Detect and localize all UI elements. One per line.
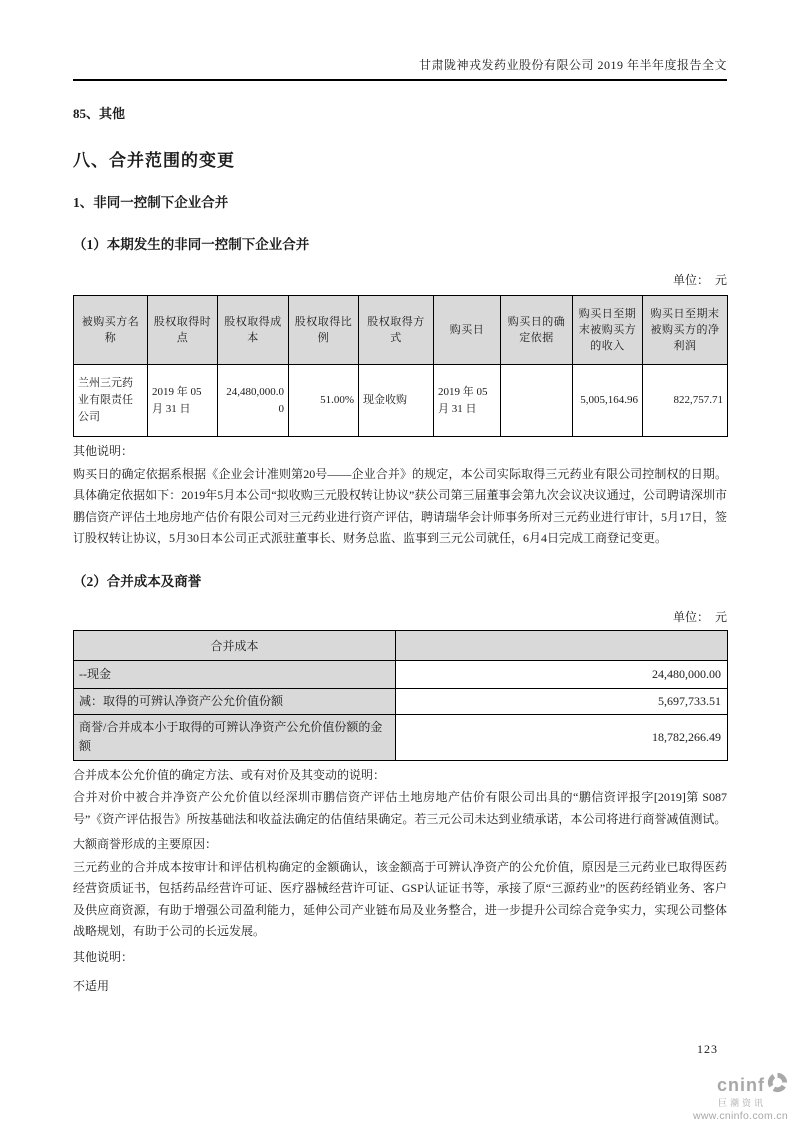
goodwill-reason-paragraph: 三元药业的合并成本按审计和评估机构确定的金额确认，该金额高于可辨认净资产的公允价值，原因是三元药业已取得医药经营资质证书，包括药品经营许可证、医疗器械经营许可证、GSP认证证书等，承接了原“三源药业”的医药经销业务、客户及供应商资源，有助于增强公司盈利能力，延伸公司产业链布局及业务整合，进一步提升公司综合竞争实力，实现公司整体战略规划，有助于公司的长远发展。: [73, 859, 727, 938]
cell-goodwill-label: 商誉/合并成本小于取得的可辨认净资产公允价值份额的金额: [74, 714, 396, 760]
cninfo-swirl-icon: [767, 1072, 788, 1097]
col-equity-cost: 股权取得成本: [218, 296, 289, 365]
cell-equity-ratio: 51.00%: [289, 365, 359, 437]
col-purchase-date: 购买日: [434, 296, 501, 365]
cell-less-fv-label: 减：取得的可辨认净资产公允价值份额: [74, 688, 396, 714]
page-number: 123: [697, 1042, 718, 1056]
section-1-2-heading: （2）合并成本及商誉: [73, 573, 202, 589]
section-1-heading: 1、非同一控制下企业合并: [73, 195, 229, 210]
cell-cash-value: 24,480,000.00: [396, 660, 728, 688]
col-income-since-purchase: 购买日至期末被购买方的收入: [573, 296, 643, 365]
cninfo-brand-text: cninf: [717, 1074, 765, 1095]
table-header-row: [74, 296, 728, 365]
section-85-heading: 85、其他: [73, 106, 126, 121]
cell-acquiree-name: 兰州三元药业有限责任公司: [74, 365, 148, 437]
report-header-title: 甘肃陇神戎发药业股份有限公司 2019 年半年度报告全文: [73, 56, 727, 81]
table-row: [74, 660, 728, 688]
unit-label-table2: 单位： 元: [672, 609, 727, 624]
cell-purchase-date-basis: [501, 365, 573, 437]
col-netprofit-since-purchase: 购买日至期末被购买方的净利润: [643, 296, 728, 365]
purchase-date-basis-paragraph: 购买日的确定依据系根据《企业会计准则第20号——企业合并》的规定，本公司实际取得三元药业有限公司控制权的日期。具体确定依据如下：2019年5月本公司“拟收购三元股权转让协议”获公司第三届董事会第九次会议决议通过，公司聘请深圳市鹏信资产评估土地房地产估价有限公司对三元药业进行资产评估，聘请瑞华会计师事务所对三元药业进行审计，5月17日，签订股权转让协议，5月30日本公司正式派驻董事长、财务总监、监事到三元公司就任，6月4日完成工商登记变更。: [73, 466, 728, 545]
table-row: [74, 688, 728, 714]
cninfo-logo: [693, 1072, 788, 1122]
section-1-1-heading: （1）本期发生的非同一控制下企业合并: [73, 237, 310, 252]
col-equity-ratio: 股权取得比例: [289, 296, 359, 365]
combination-cost-table: [73, 630, 728, 761]
cninfo-chinese-name: 巨潮资讯: [717, 1098, 766, 1108]
cell-equity-method: 现金收购: [359, 365, 434, 437]
unit-label-table1: 单位： 元: [672, 273, 727, 287]
cninfo-url: www.cninfo.com.cn: [693, 1110, 788, 1122]
goodwill-reason-label: 大额商誉形成的主要原因：: [73, 837, 218, 851]
cell-netprofit-since-purchase: 822,757.71: [643, 365, 728, 437]
cell-equity-cost: 24,480,000.00: [218, 365, 289, 437]
fv-method-label: 合并成本公允价值的确定方法、或有对价及其变动的说明：: [73, 767, 386, 782]
other-note-label-1: 其他说明：: [73, 444, 134, 458]
business-combination-table: [73, 295, 728, 437]
col-acquiree-name: 被购买方名称: [74, 296, 148, 365]
other-note-label-2: 其他说明：: [73, 949, 134, 964]
cell-equity-acquired-time: 2019 年 05 月 31 日: [148, 365, 218, 437]
table-row: [74, 714, 728, 760]
table-header-row: [74, 630, 728, 660]
cell-goodwill-value: 18,782,266.49: [396, 714, 728, 760]
cell-income-since-purchase: 5,005,164.96: [573, 365, 643, 437]
cell-less-fv-value: 5,697,733.51: [396, 688, 728, 714]
other-note-value: 不适用: [73, 979, 110, 993]
col-equity-acquired-time: 股权取得时点: [148, 296, 218, 365]
col-amount: [396, 630, 728, 660]
table-row: [74, 365, 728, 437]
cell-purchase-date: 2019 年 05 月 31 日: [434, 365, 501, 437]
section-8-heading: 八、合并范围的变更: [73, 151, 235, 170]
col-purchase-date-basis: 购买日的确定依据: [501, 296, 573, 365]
col-equity-method: 股权取得方式: [359, 296, 434, 365]
col-combination-cost: 合并成本: [74, 630, 396, 660]
cell-cash-label: --现金: [74, 660, 396, 688]
fv-method-paragraph: 合并对价中被合并净资产公允价值以经深圳市鹏信资产评估土地房地产估价有限公司出具的“鹏信资评报字[2019]第 S087号”《资产评估报告》所按基础法和收益法确定的估值结果确定。若三元公司未达到业绩承诺，本公司将进行商誉减值测试。: [73, 790, 727, 826]
